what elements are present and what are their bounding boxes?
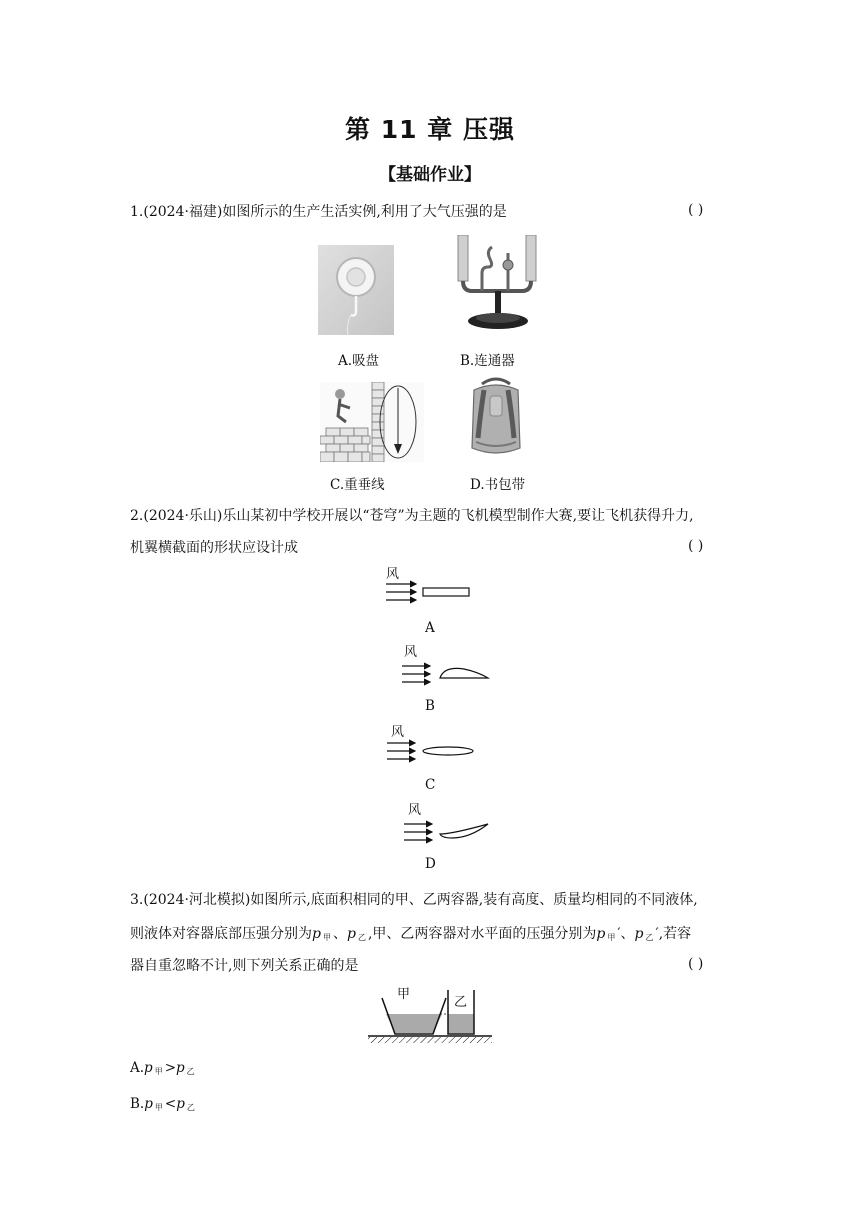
q3-option-b: B.p $_甲$ <p $_乙$ xyxy=(130,1096,195,1112)
q1-option-a-caption: A.吸盘 xyxy=(338,353,380,369)
question-2-text-line1: 2.(2024·乐山)乐山某初中学校开展以“苍穹”为主题的飞机模型制作大赛,要让飞机获得升力, xyxy=(130,508,694,524)
wind-label: 风 xyxy=(391,725,405,740)
wing-diagram-b xyxy=(398,642,498,690)
question-2-answer-bracket: ( ) xyxy=(688,538,704,554)
question-2-text-line2: 机翼横截面的形状应设计成 xyxy=(130,540,298,556)
q1-option-d-caption: D.书包带 xyxy=(470,477,526,493)
q2-option-a-label: A xyxy=(425,620,435,636)
container-yi-label: 乙 xyxy=(454,995,468,1010)
q3-option-a: A.p $_甲$ >p $_乙$ xyxy=(130,1060,195,1076)
section-heading: 【基础作业】 xyxy=(379,165,481,185)
question-1-answer-bracket: ( ) xyxy=(688,202,704,218)
backpack-image xyxy=(466,376,526,460)
page-title: 第 11 章 压强 xyxy=(345,115,515,144)
q2-option-d-label: D xyxy=(425,856,436,872)
communicating-vessels-image xyxy=(452,235,542,335)
wing-diagram-c xyxy=(383,722,483,770)
question-3-text-line1: 3.(2024·河北模拟)如图所示,底面积相同的甲、乙两容器,装有高度、质量均相同的不同液体, xyxy=(130,892,698,908)
wing-diagram-a xyxy=(380,564,480,612)
wind-label: 风 xyxy=(386,567,400,582)
plumb-line-image xyxy=(320,382,424,462)
q1-option-c-caption: C.重垂线 xyxy=(330,477,385,493)
q1-option-b-caption: B.连通器 xyxy=(460,353,515,369)
question-3-text-line3: 器自重忽略不计,则下列关系正确的是 xyxy=(130,958,359,974)
q2-option-b-label: B xyxy=(425,698,435,714)
q2-option-c-label: C xyxy=(425,777,436,793)
containers-diagram xyxy=(366,984,494,1050)
wind-label: 风 xyxy=(404,645,418,660)
question-1-text: 1.(2024·福建)如图所示的生产生活实例,利用了大气压强的是 xyxy=(130,204,507,220)
wind-label: 风 xyxy=(408,803,422,818)
container-jia-label: 甲 xyxy=(397,987,411,1002)
question-3-answer-bracket: ( ) xyxy=(688,956,704,972)
suction-cup-image xyxy=(318,245,394,335)
wing-diagram-d xyxy=(400,800,500,848)
question-3-text-line2: 则液体对容器底部压强分别为p $_甲$ 、p $_乙$ ,甲、乙两容器对水平面的压强分别为p $_甲$ ′、p $_乙$ ′,若容 xyxy=(130,926,692,942)
